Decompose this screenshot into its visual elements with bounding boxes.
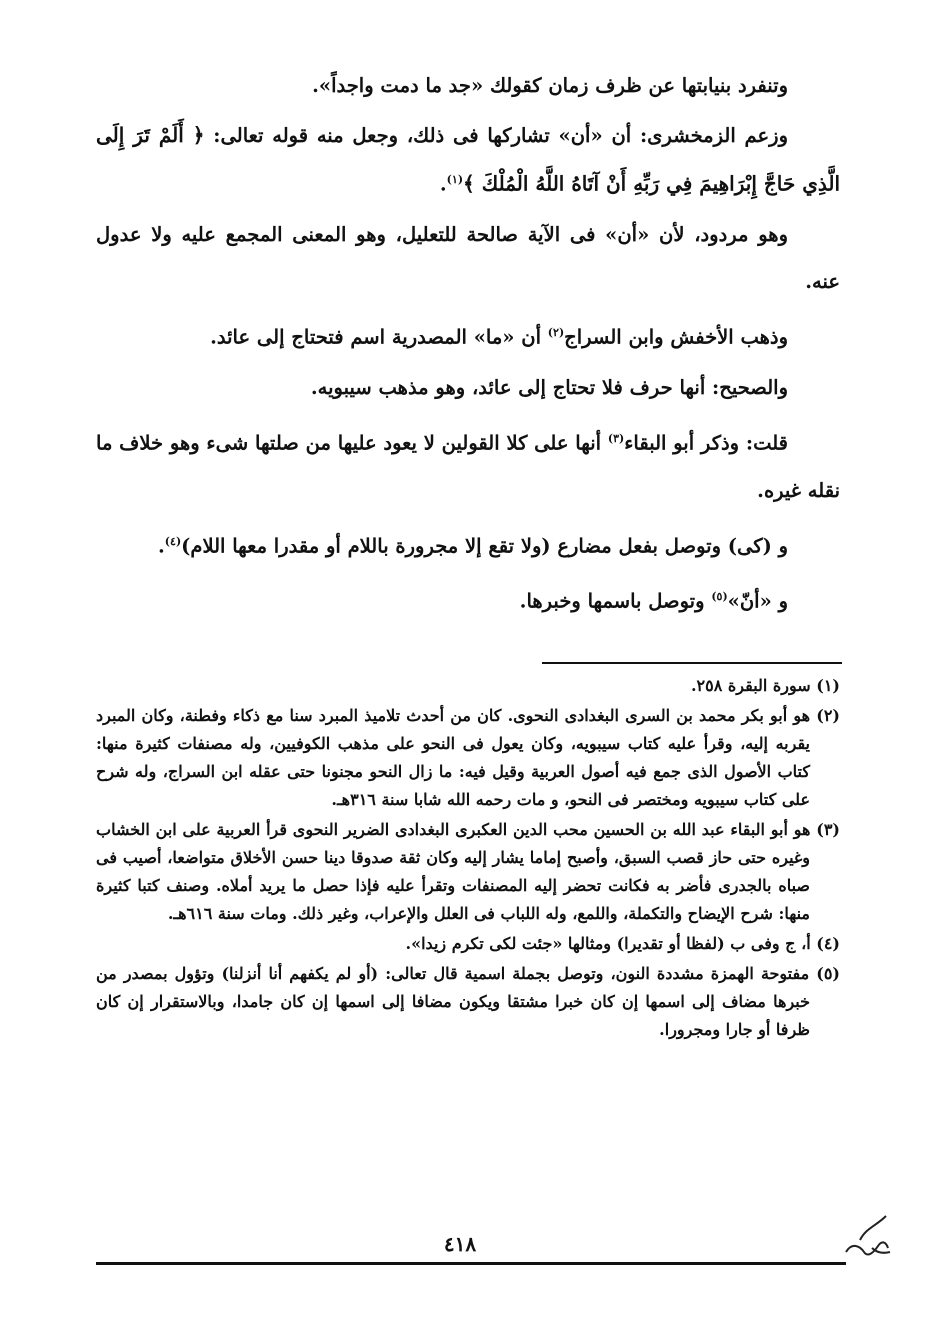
footnote-4: (٤) أ، ج وفى ب (لفظا أو تقديرا) ومثالها «جئت لكى تكرم زيدا».: [405, 934, 840, 953]
paragraph-6-b: أنها على كلا القولين لا يعود عليها من صلتها: [255, 431, 608, 455]
footnotes: [96, 672, 840, 1046]
paragraph-8-a: و «أنّ»: [727, 589, 788, 613]
paragraph-8-b: وتوصل باسمها وخبرها.: [519, 589, 712, 613]
paragraph-4-b: أن «ما» المصدرية اسم فتحتاج إلى عائد.: [210, 325, 548, 348]
paragraph-8: [96, 573, 840, 625]
footnote-3: (٣) هو أبو البقاء عبد الله بن الحسين محب الدين العكبرى البغدادى الضرير النحوى قرأ العربية على ابن الخشاب وغيره حتى حاز قصب السبق، وأصبح إماما يشار إليه وكان ثقة صدوقا دينا حسن الأخلاق متواضعا، أصيب فى صباه بالجدرى فأضر به فكانت تحضر إليه المصنفات وتقرأ عليه فإذا حصل ما يريد أملاه. وصنف كتبا كثيرة منها: شرح الإيضاح والتكملة، واللمع، وله اللباب فى العلل والإعراب، وغير ذلك. ومات سنة ٦١٦هـ.: [96, 820, 840, 923]
main-text: [96, 62, 840, 629]
paragraph-6-c: شىء وهو خلاف ما نقله غيره.: [96, 431, 840, 502]
footnote-ref-2: (٢): [547, 325, 565, 339]
footnote-5: (٥) مفتوحة الهمزة مشددة النون، وتوصل بجملة اسمية قال تعالى: (أو لم يكفهم أنا أنزلنا) وتؤول بمصدر من خبرها مضاف إلى اسمها إن كان خبرا مشتقا ويكون مضافا إلى اسمها إن كان جامدا، وبالاستقرار إن كان ظرفا أو جارا ومجرورا.: [96, 964, 840, 1039]
paragraph-4-a: وذهب الأخفش وابن السراج: [564, 325, 788, 348]
paragraph-4: [96, 309, 840, 361]
quran-verse: ﴿ أَلَمْ تَرَ إِلَى الَّذِي حَاجَّ إِبْرَاهِيمَ فِي رَبِّهِ أَنْ آتَاهُ اللَّهُ الْمُلْكَ ﴾: [96, 123, 840, 196]
footnote-ref-3: (٣): [607, 432, 625, 445]
paragraph-6-a: قلت: وذكر أبو البقاء: [624, 431, 788, 455]
footnote-ref-1: (١): [446, 173, 464, 186]
footnote-ref-5: (٥): [711, 590, 728, 603]
paragraph-1: وتنفرد بنيابتها عن ظرف زمان كقولك «جد ما دمت واجداً».: [312, 74, 788, 97]
paragraph-7-a: و (كى) وتوصل بفعل مضارع (ولا تقع إلا مجرورة باللام أو مقدرا معها اللام): [181, 534, 788, 557]
bottom-rule: [96, 1262, 846, 1265]
footnote-separator: [542, 662, 842, 664]
footnote-2: (٢) هو أبو بكر محمد بن السرى البغدادى النحوى. كان من أحدث تلاميذ المبرد سنا مع ذكاء وفطنة، وكان المبرد يقربه إليه، وقرأ عليه كتاب سيبويه، وكان يعول فى النحو على مذهب الكوفيين، وله مصنفات كثيرة منها: كتاب الأصول الذى جمع فيه أصول العربية وقيل فيه: ما زال النحو مجنونا حتى عقله ابن السراج، وله شرح على كتاب سيبويه ومختصر فى النحو، و مات رحمه الله شابا سنة ٣١٦هـ.: [96, 706, 840, 809]
footnote-ref-4: (٤): [164, 534, 182, 548]
paragraph-7-b: .: [158, 534, 165, 557]
signature-mark: [842, 1212, 894, 1262]
paragraph-2: [96, 113, 840, 207]
paragraph-2-text: وزعم الزمخشرى: أن «أن» تشاركها فى ذلك، وجعل منه قوله تعالى:: [213, 124, 788, 147]
quran-verse-tail: .: [439, 172, 447, 196]
page-number: ٤١٨: [443, 1232, 477, 1256]
paragraph-5: والصحيح: أنها حرف فلا تحتاج إلى عائد، وهو مذهب سيبويه.: [310, 376, 788, 399]
paragraph-3: وهو مردود، لأن «أن» فى الآية صالحة للتعليل، وهو المعنى المجمع عليه ولا عدول عنه.: [96, 222, 840, 293]
footnote-1: (١) سورة البقرة ٢٥٨.: [690, 676, 840, 695]
paragraph-7: [96, 518, 840, 570]
paragraph-6: [96, 415, 840, 514]
